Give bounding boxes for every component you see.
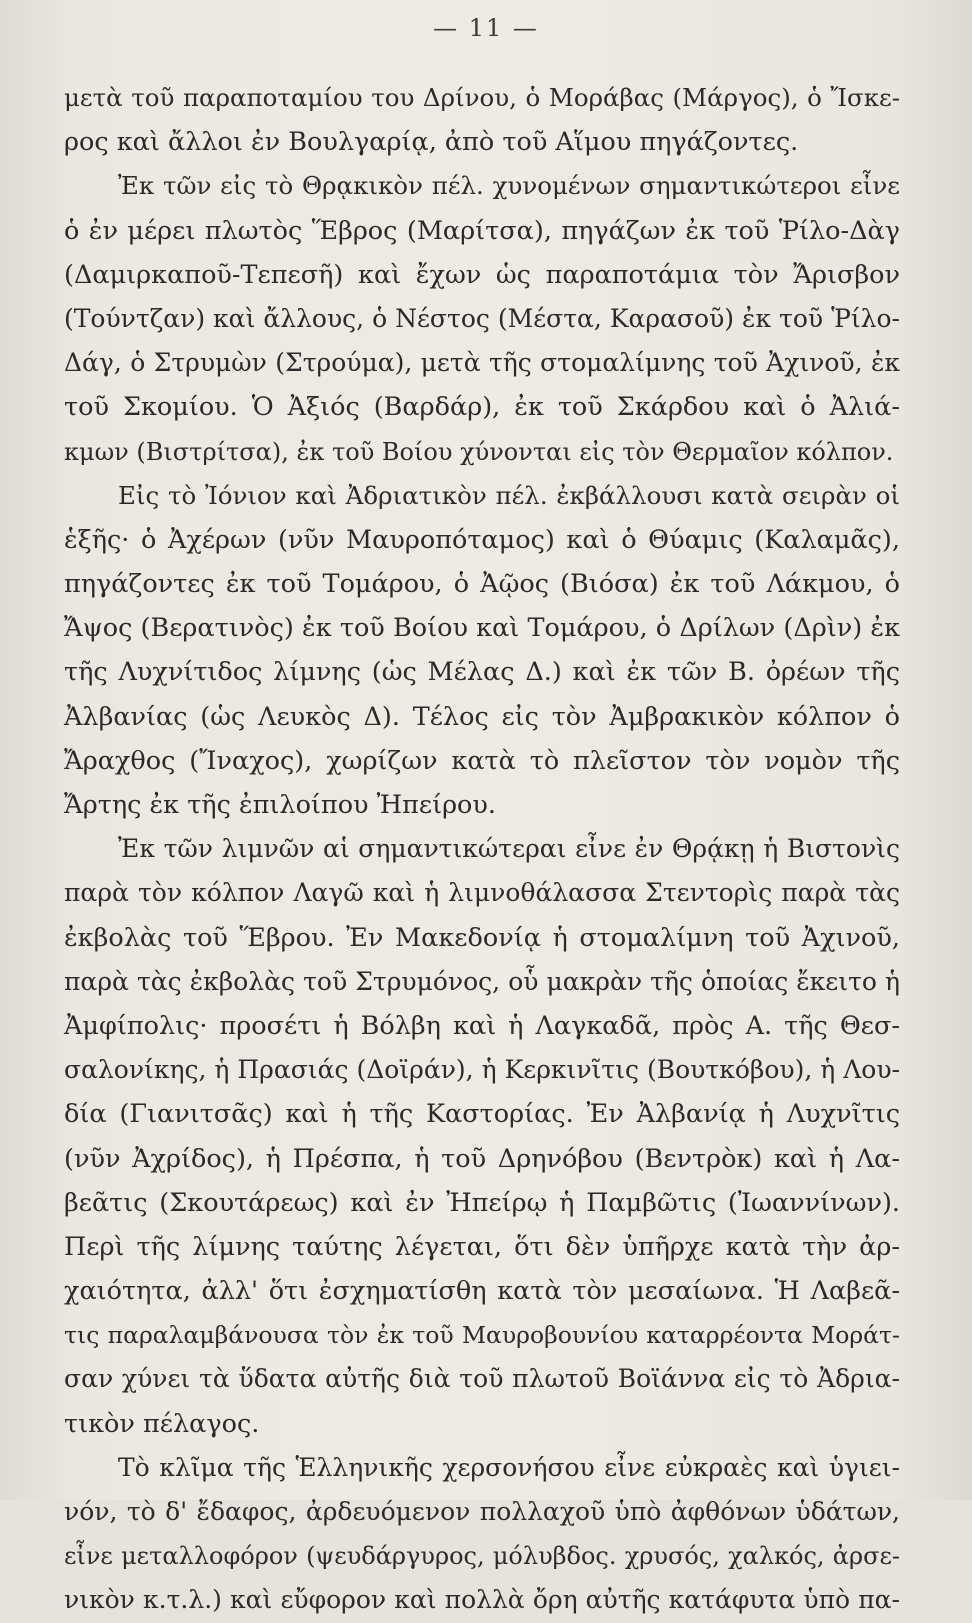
text-line: Ἄψος (Βερατινὸς) ἐκ τοῦ Βοίου καὶ Τομάρου, ὁ Δρίλων (Δρὶν) ἐκ — [64, 613, 900, 644]
text-line: τῆς Λυχνίτιδος λίμνης (ὡς Μέλας Δ.) καὶ ἐκ τῶν Β. ὀρέων τῆς — [64, 657, 900, 688]
text-line: (Τούντζαν) καὶ ἄλλους, ὁ Νέστος (Μέστα, Καρασοῦ) ἐκ τοῦ Ῥίλο- — [64, 303, 900, 333]
text-line: πηγάζοντες ἐκ τοῦ Τομάρου, ὁ Ἀῷος (Βιόσα) ἐκ τοῦ Λάκμου, ὁ — [64, 569, 900, 600]
text-line: Τὸ κλῖμα τῆς Ἑλληνικῆς χερσονήσου εἶνε εὐκραὲς καὶ ὑγιει- — [118, 1452, 900, 1482]
text-line: μετὰ τοῦ παραποταμίου του Δρίνου, ὁ Μοράβας (Μάργος), ὁ Ἴσκε- — [64, 83, 900, 112]
text-line: νόν, τὸ δ' ἔδαφος, ἀρδευόμενον πολλαχοῦ ὑπὸ ἀφθόνων ὑδάτων, — [64, 1497, 900, 1526]
text-line: κμων (Βιστρίτσα), ἐκ τοῦ Βοίου χύνονται εἰς τὸν Θερμαῖον κόλπον. — [64, 437, 894, 466]
text-line: Περὶ τῆς λίμνης ταύτης λέγεται, ὅτι δὲν ὑπῆρχε κατὰ τὴν ἀρ- — [64, 1231, 900, 1262]
text-line: παρὰ τὸν κόλπον Λαγῶ καὶ ἡ λιμνοθάλασσα Στεντορὶς παρὰ τὰς — [64, 878, 900, 908]
text-line: ρος καὶ ἄλλοι ἐν Βουλγαρίᾳ, ἀπὸ τοῦ Αἵμου πηγάζοντες. — [64, 127, 799, 158]
text-line: τις παραλαμβάνουσα τὸν ἐκ τοῦ Μαυροβουνίου καταρρέοντα Μοράτ- — [64, 1321, 900, 1350]
text-line: παρὰ τὰς ἐκβολὰς τοῦ Στρυμόνος, οὗ μακρὰν τῆς ὁποίας ἔκειτο ἡ — [64, 966, 900, 996]
text-line: Ἐκ τῶν εἰς τὸ Θρᾳκικὸν πέλ. χυνομένων σημαντικώτεροι εἶνε — [118, 171, 900, 201]
text-line: Ἄρτης ἐκ τῆς ἐπιλοίπου Ἠπείρου. — [64, 790, 497, 820]
text-line: σαλονίκης, ἡ Πρασιάς (Δοϊράν), ἡ Κερκινῖτις (Βουτκόβου), ἡ Λου- — [64, 1055, 900, 1085]
text-line: χαιότητα, ἀλλ' ὅτι ἐσχηματίσθη κατὰ τὸν μεσαίωνα. Ἡ Λαβεᾶ- — [64, 1276, 900, 1307]
text-line: σαν χύνει τὰ ὕδατα αὐτῆς διὰ τοῦ πλωτοῦ Βοϊάννα εἰς τὸ Ἀδρια- — [64, 1364, 900, 1394]
text-line: ὁ ἐν μέρει πλωτὸς Ἕβρος (Μαρίτσα), πηγάζων ἐκ τοῦ Ῥίλο-Δὰγ — [64, 215, 900, 246]
body-text — [64, 76, 900, 1623]
text-line: ἑξῆς· ὁ Ἀχέρων (νῦν Μαυροπόταμος) καὶ ὁ Θύαμις (Καλαμᾶς), — [64, 524, 900, 555]
text-line: νικὸν κ.τ.λ.) καὶ εὔφορον καὶ πολλὰ ὄρη αὐτῆς κατάφυτα ὑπὸ πα- — [64, 1585, 900, 1615]
text-line: Ἄραχθος (Ἴναχος), χωρίζων κατὰ τὸ πλεῖστον τὸν νομὸν τῆς — [64, 745, 900, 776]
text-line: (νῦν Ἀχρίδος), ἡ Πρέσπα, ἡ τοῦ Δρηνόβου (Βεντρὸκ) καὶ ἡ Λα- — [64, 1143, 900, 1174]
text-line: Ἀμφίπολις· προσέτι ἡ Βόλβη καὶ ἡ Λαγκαδᾶ, πρὸς Α. τῆς Θεσ- — [64, 1010, 900, 1041]
text-line: βεᾶτις (Σκουτάρεως) καὶ ἐν Ἠπείρῳ ἡ Παμβῶτις (Ἰωαννίνων). — [64, 1187, 900, 1218]
text-line: δία (Γιανιτσᾶς) καὶ ἡ τῆς Καστορίας. Ἐν Ἀλβανίᾳ ἡ Λυχνῖτις — [64, 1099, 900, 1130]
text-line: τικὸν πέλαγος. — [64, 1408, 260, 1439]
text-line: Ἀλβανίας (ὡς Λευκὸς Δ). Τέλος εἰς τὸν Ἀμβρακικὸν κόλπον ὁ — [64, 701, 900, 732]
text-line: Ἐκ τῶν λιμνῶν αἱ σημαντικώτεραι εἶνε ἐν Θρᾴκῃ ἡ Βιστονὶς — [118, 834, 900, 864]
text-line: Δάγ, ὁ Στρυμὼν (Στρούμα), μετὰ τῆς στομαλίμνης τοῦ Ἀχινοῦ, ἐκ — [64, 348, 900, 378]
text-line: (Δαμιρκαποῦ-Τεπεσῆ) καὶ ἔχων ὡς παραποτάμια τὸν Ἄρισβον — [64, 259, 900, 290]
page-number: — 11 — — [433, 14, 539, 42]
text-line: εἶνε μεταλλοφόρον (ψευδάργυρος, μόλυβδος. χρυσός, χαλκός, ἀρσε- — [64, 1542, 900, 1571]
text-line: τοῦ Σκομίου. Ὁ Ἀξιός (Βαρδάρ), ἐκ τοῦ Σκάρδου καὶ ὁ Ἀλιά- — [64, 392, 900, 423]
text-line: Εἰς τὸ Ἰόνιον καὶ Ἀδριατικὸν πέλ. ἐκβάλλουσι κατὰ σειρὰν οἱ — [118, 480, 900, 510]
text-line: ἐκβολὰς τοῦ Ἕβρου. Ἐν Μακεδονίᾳ ἡ στομαλίμνη τοῦ Ἀχινοῦ, — [64, 922, 900, 953]
